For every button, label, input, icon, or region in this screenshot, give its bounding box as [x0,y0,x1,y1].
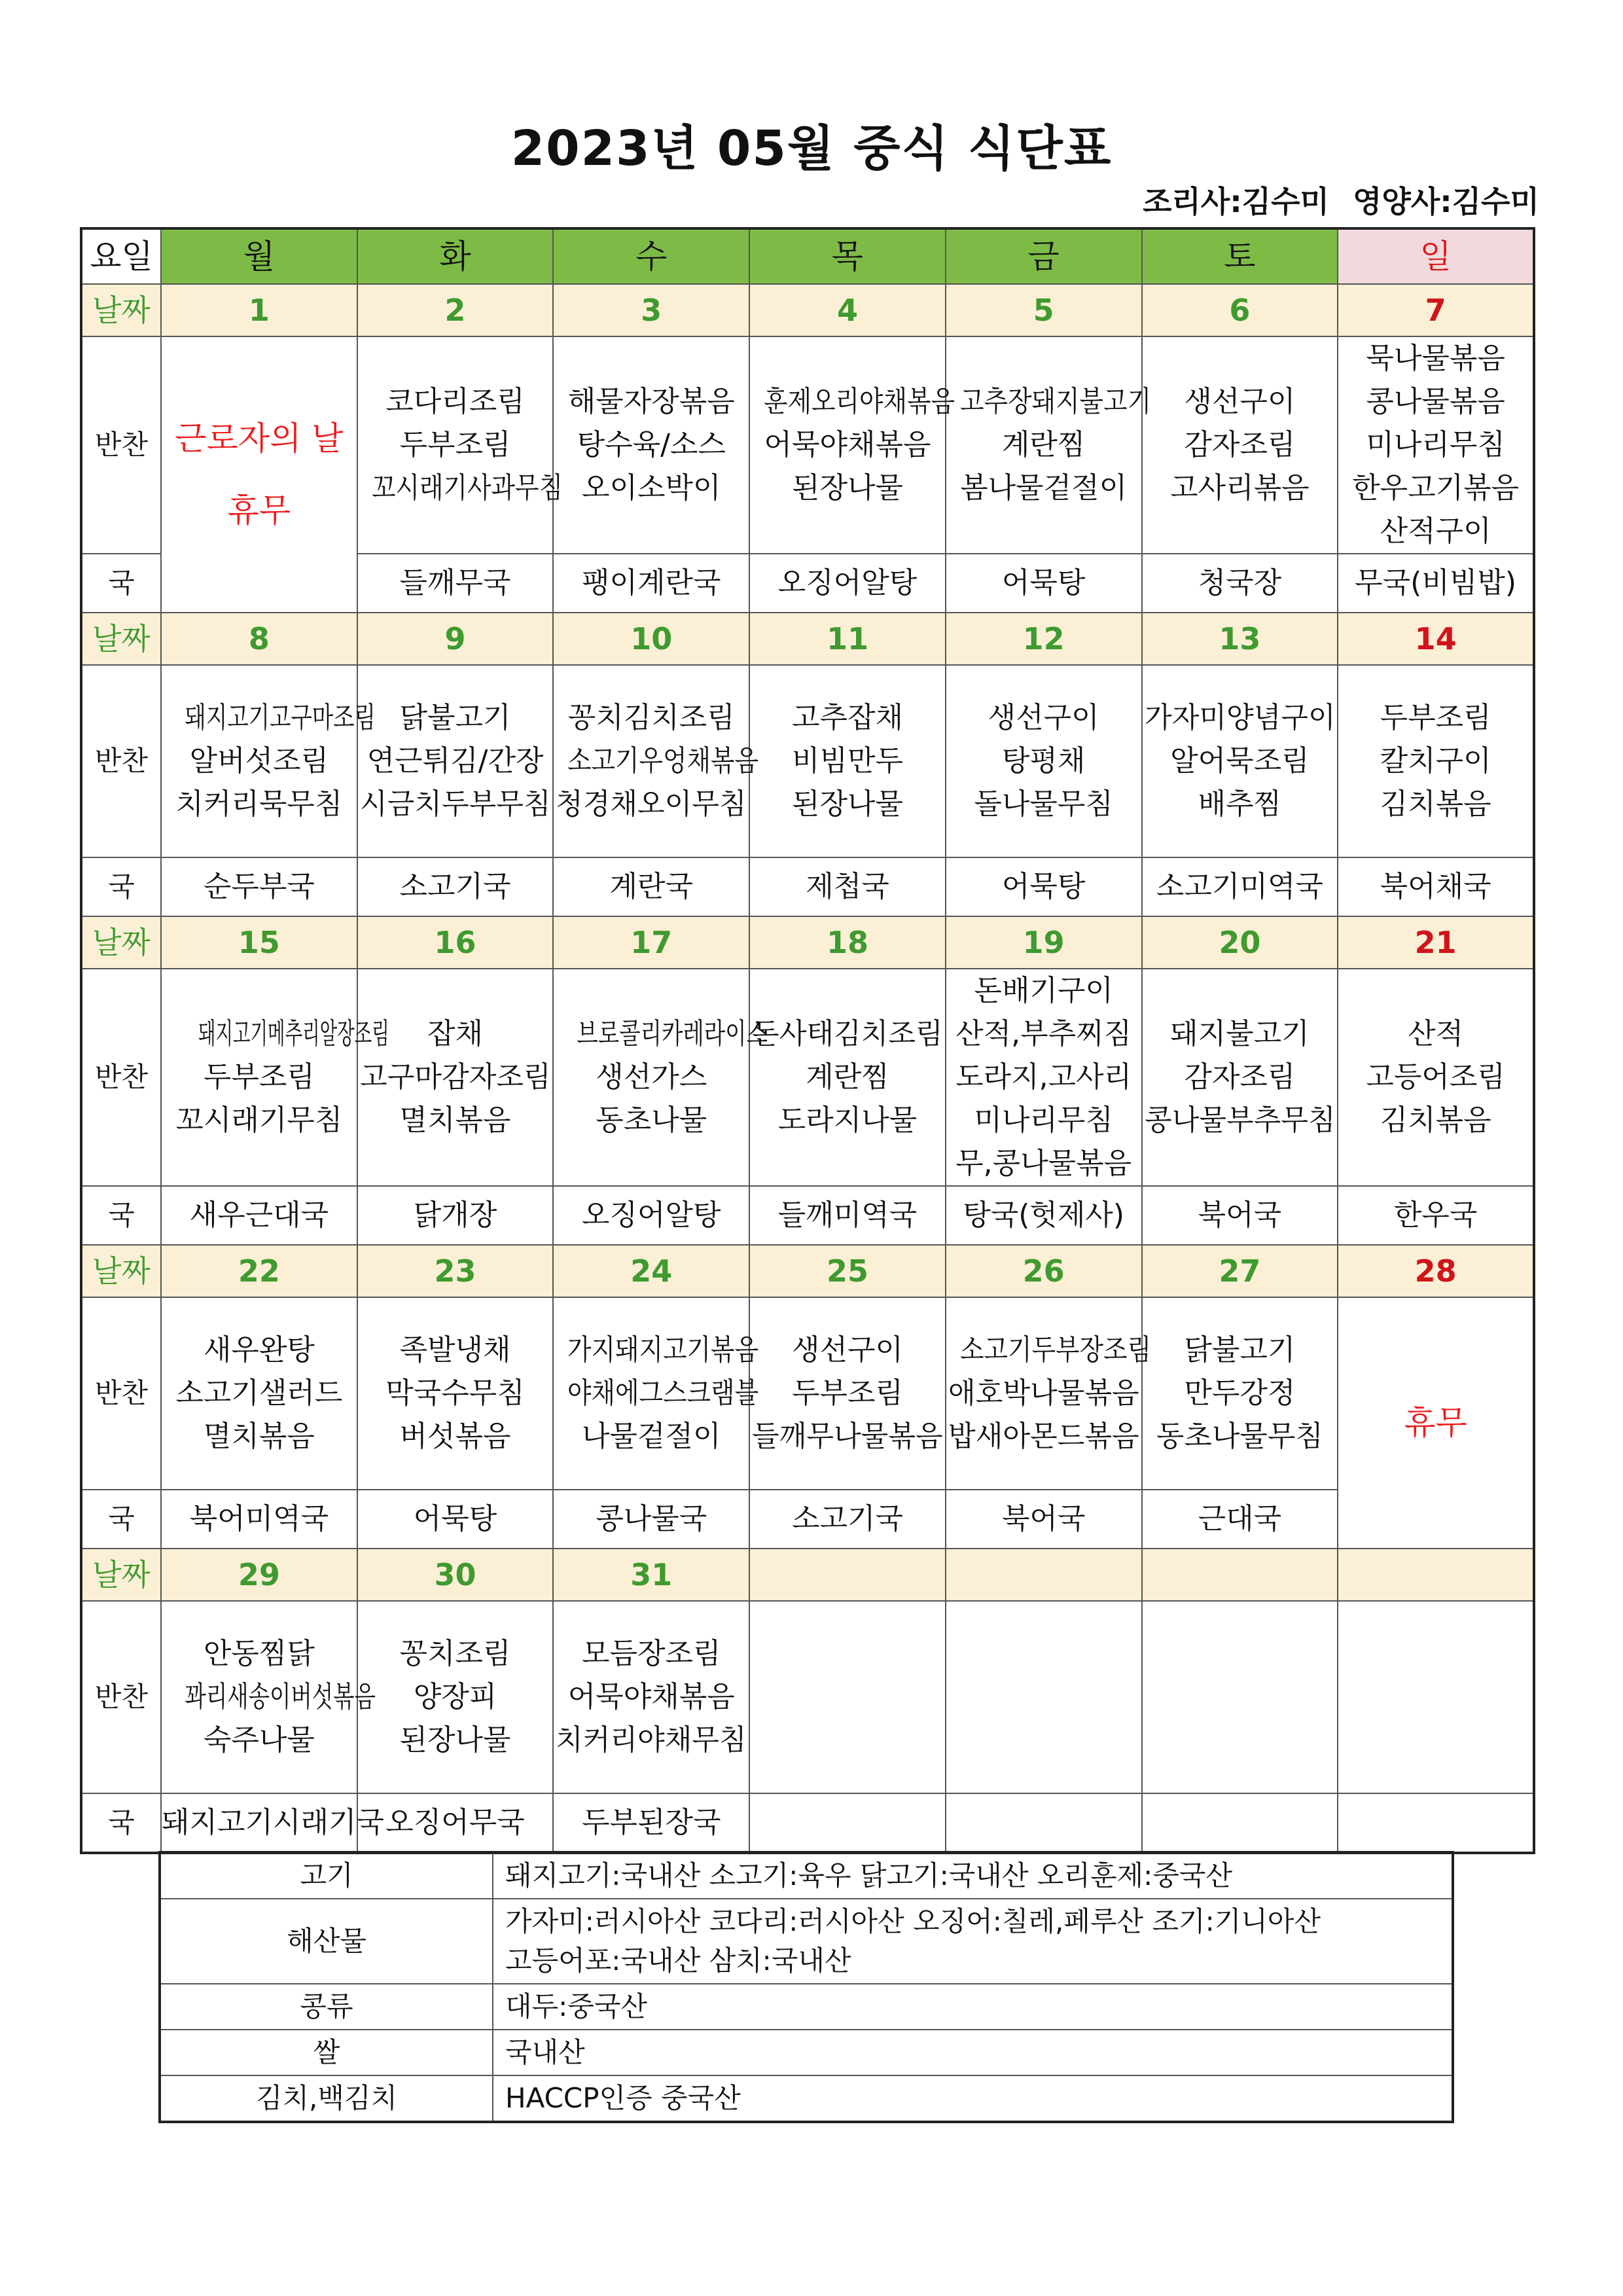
side-dish-cell [357,1601,554,1793]
date-cell [1142,1549,1338,1601]
side-dish-cell [946,969,1142,1186]
origin-row [160,2030,1453,2075]
soup-cell [946,1793,1142,1853]
dish-name: 생선구이 [1184,385,1296,418]
date-cell: 8 [161,613,357,665]
origin-text: 돼지고기:국내산 소고기:육우 닭고기:국내산 오리훈제:중국산 [505,1859,1232,1892]
dish-name: 안동찜닭 [203,1637,315,1670]
dish-name: 돼지불고기 [1170,1017,1310,1050]
date-row [81,916,1534,969]
weekday-header-row [81,228,1534,284]
dish-name: 막국수무침 [385,1376,525,1410]
dish-name: 꽁치조림 [399,1637,511,1670]
holiday-text: 휴무 [227,492,291,529]
dish-name: 돼지고기고구마조림 [185,701,376,734]
origin-text: 고등어포:국내산 삼치:국내산 [505,1945,851,1977]
dish-name: 고등어조림 [1366,1060,1505,1094]
soup-row [81,1793,1534,1853]
dish-name: 알버섯조림 [189,744,329,778]
dish-name: 고구마감자조림 [359,1060,551,1094]
soup-cell: 한우국 [1338,1186,1534,1245]
dish-name: 닭불고기 [1184,1333,1296,1367]
date-cell: 18 [749,916,946,969]
date-cell: 5 [946,284,1142,336]
side-dish-cell [946,665,1142,857]
origin-category: 김치,백김치 [160,2075,493,2122]
dish-name: 꼬시래기사과무침 [371,471,563,505]
dish-name: 도라지,고사리 [955,1060,1132,1094]
weekday-3: 수 [553,228,749,284]
dish-name: 오이소박이 [581,471,721,505]
origin-text: HACCP인증 중국산 [505,2082,741,2114]
dish-name: 잡채 [427,1017,484,1050]
soup-cell: 소고기국 [357,857,554,916]
holiday-text: 근로자의 날 [175,420,344,457]
dish-name: 만두강정 [1184,1376,1296,1410]
date-label: 날짜 [81,1245,161,1297]
side-dish-cell [161,1297,357,1490]
origin-category: 해산물 [160,1899,493,1984]
soup-cell: 팽이계란국 [553,554,749,613]
dish-name: 고사리볶음 [1170,471,1310,505]
dish-name: 산적,부추찌짐 [955,1017,1132,1050]
origin-category: 콩류 [160,1984,493,2030]
date-label: 날짜 [81,284,161,336]
side-dish-cell [946,336,1151,554]
dish-name: 미나리무침 [1366,428,1505,461]
dish-name: 한우고기볶음 [1352,471,1520,505]
dish-name: 돼지고기메추리알장조림 [198,1017,389,1050]
origin-row [160,2075,1453,2122]
side-dish-cell [749,1297,946,1490]
date-cell: 31 [553,1549,749,1601]
side-dish-cell [161,665,376,857]
dish-name: 두부조림 [1380,701,1491,734]
origin-detail [493,2030,1453,2075]
date-cell: 17 [553,916,749,969]
dish-name: 산적구이 [1380,514,1491,548]
side-dish-cell [161,1601,376,1793]
dish-name: 된장나물 [791,471,903,505]
date-row [81,284,1534,336]
dish-name: 김치볶음 [1380,1103,1491,1137]
side-dish-cell [1338,1601,1534,1793]
dish-name: 모듬장조림 [581,1637,721,1670]
soup-cell: 어묵탕 [946,554,1142,613]
origin-detail [493,1852,1453,1899]
soup-cell [1338,1793,1534,1853]
dish-name: 소고기두부장조림 [959,1333,1151,1367]
side-dish-row [81,1297,1534,1490]
soup-cell: 새우근대국 [161,1186,357,1245]
dish-name: 고추잡채 [791,701,903,734]
date-cell: 2 [357,284,554,336]
origin-detail [493,1899,1453,1984]
side-dish-cell [357,969,554,1186]
dish-name: 브로콜리카레라이스 [577,1017,768,1050]
date-cell [749,1549,946,1601]
soup-row [81,857,1534,916]
date-cell: 27 [1142,1245,1338,1297]
soup-cell: 소고기미역국 [1142,857,1338,916]
soup-cell: 근대국 [1142,1490,1338,1549]
weekday-label: 요일 [81,228,161,284]
dish-name: 동초나물무침 [1156,1420,1323,1453]
date-label: 날짜 [81,916,161,969]
dish-name: 산적 [1408,1017,1464,1050]
dish-name: 봄나물겉절이 [960,471,1128,505]
origin-text: 가자미:러시아산 코다리:러시아산 오징어:칠레,페루산 조기:기니아산 [505,1905,1321,1937]
date-row [81,1549,1534,1601]
origin-table [158,1851,1454,2123]
weekday-6: 토 [1142,228,1338,284]
origin-row [160,1899,1453,1984]
date-row [81,613,1534,665]
side-dish-cell [1142,1297,1338,1490]
date-cell: 25 [749,1245,946,1297]
dish-name: 가자미양념구이 [1144,701,1336,734]
soup-label: 국 [81,554,161,613]
soup-cell: 계란국 [553,857,749,916]
origin-detail [493,2075,1453,2122]
dish-name: 돈배기구이 [974,974,1113,1007]
date-cell: 20 [1142,916,1338,969]
weekday-7: 일 [1338,228,1534,284]
side-dish-row [81,969,1534,1186]
dish-name: 꼬시래기무침 [175,1103,343,1137]
soup-cell: 오징어무국 [357,1793,554,1853]
holiday-cell [1338,1297,1534,1549]
dish-name: 고추장돼지불고기 [959,385,1151,418]
dish-name: 배추찜 [1198,787,1282,821]
soup-cell: 북어국 [946,1490,1142,1549]
date-cell: 23 [357,1245,554,1297]
weekday-2: 화 [357,228,554,284]
soup-cell: 들깨미역국 [749,1186,946,1245]
soup-cell: 들깨무국 [357,554,554,613]
dish-name: 두부조림 [203,1060,315,1094]
dish-name: 콩나물볶음 [1366,385,1505,418]
side-dish-cell [553,1601,749,1793]
weekday-4: 목 [749,228,946,284]
dish-name: 생선구이 [791,1333,903,1367]
nutritionist-name: 영양사:김수미 [1352,184,1539,219]
side-dish-cell [553,336,749,554]
date-cell [946,1549,1142,1601]
dish-name: 청경채오이무침 [556,787,747,821]
origin-text: 대두:중국산 [505,1990,648,2022]
origin-category: 쌀 [160,2030,493,2075]
dish-name: 시금치두부무침 [359,787,551,821]
holiday-cell [161,336,357,613]
side-dish-cell [1338,665,1534,857]
dish-name: 소고기샐러드 [175,1376,343,1410]
dish-name: 두부조림 [399,428,511,461]
date-cell: 4 [749,284,946,336]
date-cell: 21 [1338,916,1534,969]
soup-cell: 제첩국 [749,857,946,916]
dish-name: 소고기우엉채볶음 [567,744,759,778]
soup-cell: 오징어알탕 [553,1186,749,1245]
soup-cell: 청국장 [1142,554,1338,613]
soup-cell: 순두부국 [161,857,357,916]
side-dish-row [81,1601,1534,1793]
side-dish-label: 반찬 [81,1601,161,1793]
dish-name: 두부조림 [791,1376,903,1410]
soup-label: 국 [81,1490,161,1549]
date-cell: 12 [946,613,1142,665]
origin-text: 국내산 [505,2036,585,2068]
date-cell [1338,1549,1534,1601]
date-cell: 11 [749,613,946,665]
dish-name: 애호박나물볶음 [948,1376,1139,1410]
side-dish-row [81,336,1534,554]
dish-name: 된장나물 [791,787,903,821]
origin-row [160,1984,1453,2030]
holiday-text: 휴무 [1404,1404,1467,1442]
soup-cell: 콩나물국 [553,1490,749,1549]
dish-name: 족발냉채 [399,1333,511,1367]
date-cell: 3 [553,284,749,336]
side-dish-cell [1338,336,1534,554]
side-dish-cell [1142,665,1338,857]
dish-name: 양장피 [413,1680,497,1713]
dish-name: 닭불고기 [399,701,511,734]
date-cell: 22 [161,1245,357,1297]
dish-name: 무,콩나물볶음 [955,1147,1132,1180]
dish-name: 미나리무침 [974,1103,1113,1137]
date-cell: 29 [161,1549,357,1601]
dish-name: 탕평채 [1001,744,1086,778]
soup-cell: 돼지고기시래기국 [161,1793,357,1853]
dish-name: 새우완탕 [203,1333,315,1367]
dish-name: 들깨무나물볶음 [752,1420,943,1453]
dish-name: 꽁치김치조림 [567,701,735,734]
cook-name: 조리사:김수미 [1142,184,1329,219]
dish-name: 묵나물볶음 [1366,342,1505,375]
side-dish-cell [553,665,759,857]
date-cell: 10 [553,613,749,665]
date-cell: 14 [1338,613,1534,665]
dish-name: 비빔만두 [791,744,903,778]
date-label: 날짜 [81,1549,161,1601]
soup-cell: 어묵탕 [357,1490,554,1549]
dish-name: 도라지나물 [777,1103,918,1137]
soup-cell: 북어국 [1142,1186,1338,1245]
weekday-1: 월 [161,228,357,284]
soup-label: 국 [81,857,161,916]
date-row [81,1245,1534,1297]
dish-name: 동초나물 [596,1103,707,1137]
soup-cell: 북어미역국 [161,1490,357,1549]
soup-label: 국 [81,1186,161,1245]
origin-detail [493,1984,1453,2030]
dish-name: 가지돼지고기볶음 [567,1333,759,1367]
dish-name: 해물자장볶음 [567,385,735,418]
soup-cell: 닭개장 [357,1186,554,1245]
date-cell: 19 [946,916,1142,969]
side-dish-row [81,665,1534,857]
side-dish-cell [1142,969,1338,1186]
page-title: 2023년 05월 중식 식단표 [510,120,1113,177]
date-cell: 13 [1142,613,1338,665]
dish-name: 연근튀김/간장 [366,744,544,778]
side-dish-cell [1338,969,1534,1186]
date-cell: 1 [161,284,357,336]
side-dish-cell [749,969,946,1186]
dish-name: 치커리야채무침 [556,1723,747,1757]
date-cell: 28 [1338,1245,1534,1297]
soup-cell [749,1793,946,1853]
dish-name: 감자조림 [1184,428,1296,461]
date-cell: 24 [553,1245,749,1297]
side-dish-cell [946,1297,1151,1490]
soup-row [81,1490,1534,1549]
soup-cell: 북어채국 [1338,857,1534,916]
dish-name: 멸치볶음 [399,1103,511,1137]
dish-name: 버섯볶음 [399,1420,511,1453]
soup-cell [1142,1793,1338,1853]
date-cell: 7 [1338,284,1534,336]
side-dish-cell [357,336,563,554]
origin-row [160,1852,1453,1899]
dish-name: 치커리묵무침 [175,787,343,821]
date-cell: 6 [1142,284,1338,336]
soup-cell: 두부된장국 [553,1793,749,1853]
side-dish-cell [553,969,768,1186]
soup-row [81,1186,1534,1245]
date-cell: 15 [161,916,357,969]
soup-cell: 오징어알탕 [749,554,946,613]
side-dish-cell [357,665,554,857]
dish-name: 칼치구이 [1380,744,1491,778]
side-dish-cell [357,1297,554,1490]
dish-name: 돌나물무침 [974,787,1113,821]
dish-name: 알어묵조림 [1170,744,1310,778]
dish-name: 훈제오리야채볶음 [764,385,955,418]
dish-name: 코다리조림 [385,385,525,418]
side-dish-label: 반찬 [81,336,161,554]
side-dish-cell [161,969,389,1186]
dish-name: 콩나물부추무침 [1144,1103,1336,1137]
weekday-5: 금 [946,228,1142,284]
dish-name: 감자조림 [1184,1060,1296,1094]
soup-cell: 소고기국 [749,1490,946,1549]
dish-name: 꽈리새송이버섯볶음 [185,1680,376,1713]
side-dish-cell [749,665,946,857]
dish-name: 어묵야채볶음 [764,428,931,461]
dish-name: 계란찜 [806,1060,889,1094]
dish-name: 생선구이 [988,701,1099,734]
soup-label: 국 [81,1793,161,1853]
dish-name: 돈사태김치조림 [752,1017,943,1050]
side-dish-label: 반찬 [81,665,161,857]
dish-name: 멸치볶음 [203,1420,315,1453]
date-cell: 30 [357,1549,554,1601]
origin-category: 고기 [160,1852,493,1899]
date-cell: 26 [946,1245,1142,1297]
dish-name: 야채에그스크램블 [567,1376,759,1410]
date-cell: 16 [357,916,554,969]
dish-name: 생선가스 [596,1060,707,1094]
menu-table [80,227,1535,1854]
dish-name: 탕수육/소스 [577,428,726,461]
dish-name: 된장나물 [399,1723,511,1757]
side-dish-cell [749,1601,946,1793]
side-dish-cell [1142,1601,1338,1793]
date-cell: 9 [357,613,554,665]
dish-name: 김치볶음 [1380,787,1491,821]
dish-name: 숙주나물 [203,1723,315,1757]
dish-name: 밥새아몬드볶음 [948,1420,1139,1453]
dish-name: 나물겉절이 [581,1420,721,1453]
soup-cell: 탕국(헛제사) [946,1186,1142,1245]
side-dish-cell [946,1601,1142,1793]
dish-name: 계란찜 [1001,428,1086,461]
side-dish-cell [553,1297,759,1490]
side-dish-cell [1142,336,1338,554]
side-dish-label: 반찬 [81,1297,161,1490]
side-dish-cell [749,336,955,554]
dish-name: 어묵야채볶음 [567,1680,735,1713]
side-dish-label: 반찬 [81,969,161,1186]
staff-line [1119,178,1539,221]
soup-cell: 무국(비빔밥) [1338,554,1534,613]
soup-cell: 어묵탕 [946,857,1142,916]
date-label: 날짜 [81,613,161,665]
